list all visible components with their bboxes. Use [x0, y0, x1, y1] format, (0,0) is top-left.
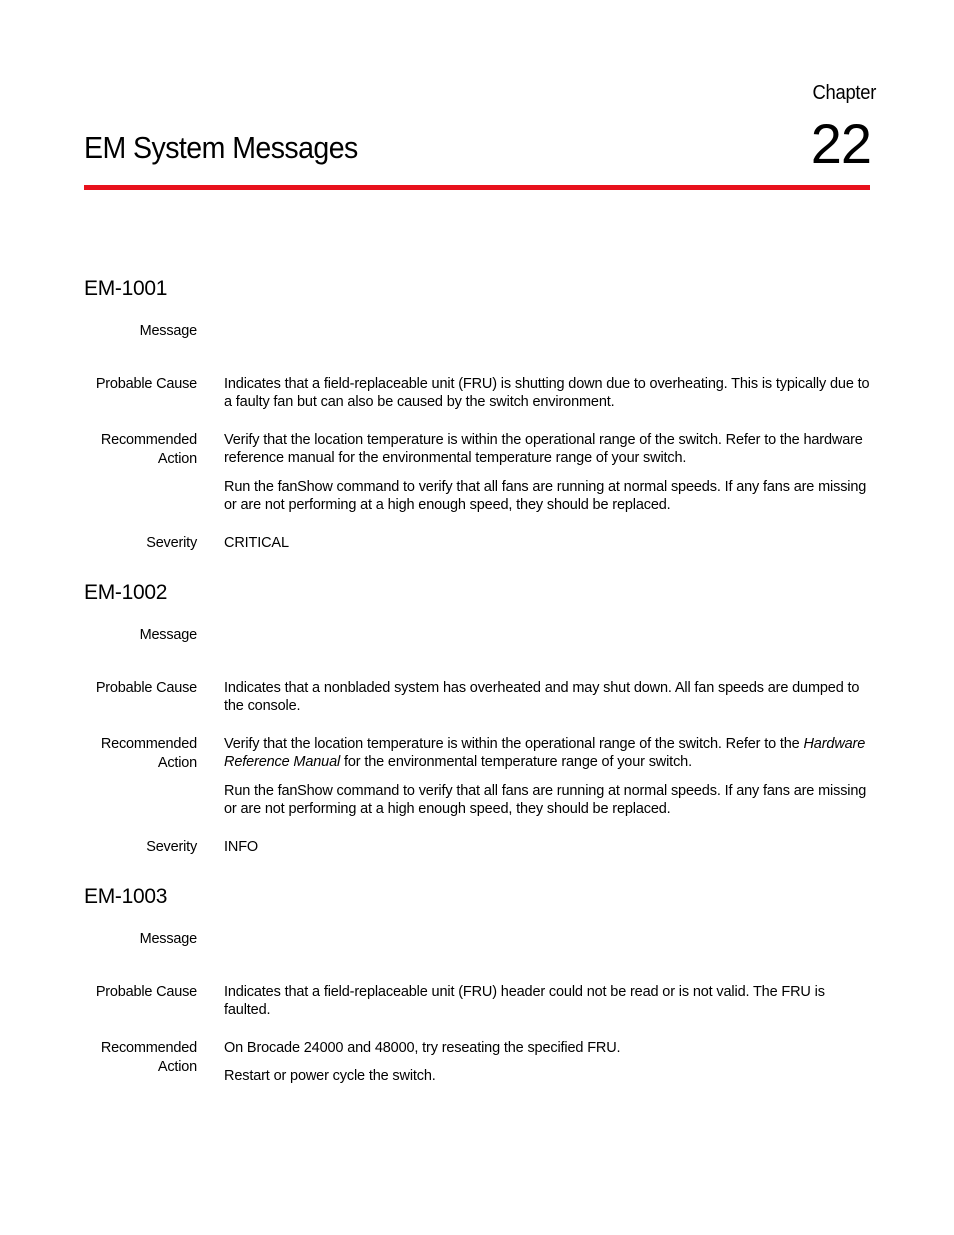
probable-cause-label: Probable Cause — [95, 376, 197, 392]
recommended-label-line2: Action — [157, 1059, 197, 1075]
action-paragraph-2: Restart or power cycle the switch. — [224, 1068, 436, 1084]
message-label: Message — [139, 931, 197, 947]
action-paragraph-2 — [224, 478, 872, 514]
command-name: fanShow — [277, 783, 333, 799]
action-paragraph-2 — [224, 782, 872, 818]
command-name: fanShow — [277, 479, 333, 495]
recommended-label-line1: Recommended — [100, 432, 197, 448]
message-label: Message — [139, 323, 197, 339]
action-text: Run the — [224, 783, 278, 799]
section-em-1002 — [84, 580, 870, 855]
section-heading: EM-1002 — [84, 581, 168, 604]
action-paragraph-1: Verify that the location temperature is within the operational range of the switch. Refer to the hardware reference manual for the environmental temperature range of your switch. — [224, 432, 863, 466]
message-label: Message — [139, 627, 197, 643]
recommended-action-text — [224, 735, 872, 829]
severity-label: Severity — [146, 839, 197, 855]
chapter-title: EM System Messages — [84, 130, 358, 165]
recommended-action-label — [84, 1039, 197, 1077]
severity-label: Severity — [146, 535, 197, 551]
action-paragraph-1 — [224, 735, 872, 771]
probable-cause-label: Probable Cause — [95, 984, 197, 1000]
title-rule — [84, 185, 870, 190]
recommended-label-line2: Action — [157, 451, 197, 467]
section-heading: EM-1001 — [84, 277, 168, 300]
action-text: Verify that the location temperature is within the operational range of the switch. Refer to the — [224, 736, 804, 752]
action-paragraph-1: On Brocade 24000 and 48000, try reseating the specified FRU. — [224, 1040, 621, 1056]
recommended-action-label — [84, 735, 197, 773]
recommended-action-text — [224, 431, 872, 525]
action-text: for the environmental temperature range of your switch. — [340, 754, 692, 770]
action-text: command to verify that all fans are running at normal speeds. If any fans are missing or are not performing at a high enough speed, they should be replaced. — [224, 479, 867, 513]
severity-value: INFO — [224, 839, 259, 855]
manual-title: Hardware Reference Manual — [224, 736, 866, 770]
section-em-1003 — [84, 884, 870, 1084]
section-heading: EM-1003 — [84, 885, 168, 908]
chapter-label: Chapter — [812, 82, 876, 104]
recommended-action-label — [84, 431, 197, 469]
probable-cause-paragraph: Indicates that a field-replaceable unit (FRU) header could not be read or is not valid. The FRU is faulted. — [224, 984, 825, 1018]
recommended-action-text — [224, 1039, 872, 1096]
severity-value: CRITICAL — [224, 535, 289, 551]
action-text: Run the — [224, 479, 278, 495]
recommended-label-line1: Recommended — [100, 736, 197, 752]
probable-cause-paragraph: Indicates that a field-replaceable unit (FRU) is shutting down due to overheating. This is typically due to a faulty fan but can also be caused by the switch environment. — [224, 376, 870, 410]
probable-cause-label: Probable Cause — [95, 680, 197, 696]
section-em-1001 — [84, 276, 870, 551]
probable-cause-text — [224, 679, 872, 726]
chapter-number: 22 — [810, 112, 871, 175]
recommended-label-line1: Recommended — [100, 1040, 197, 1056]
recommended-label-line2: Action — [157, 755, 197, 771]
probable-cause-text — [224, 375, 872, 422]
probable-cause-paragraph: Indicates that a nonbladed system has overheated and may shut down. All fan speeds are dumped to the console. — [224, 680, 860, 714]
probable-cause-text — [224, 983, 872, 1030]
action-text: command to verify that all fans are running at normal speeds. If any fans are missing or are not performing at a high enough speed, they should be replaced. — [224, 783, 867, 817]
